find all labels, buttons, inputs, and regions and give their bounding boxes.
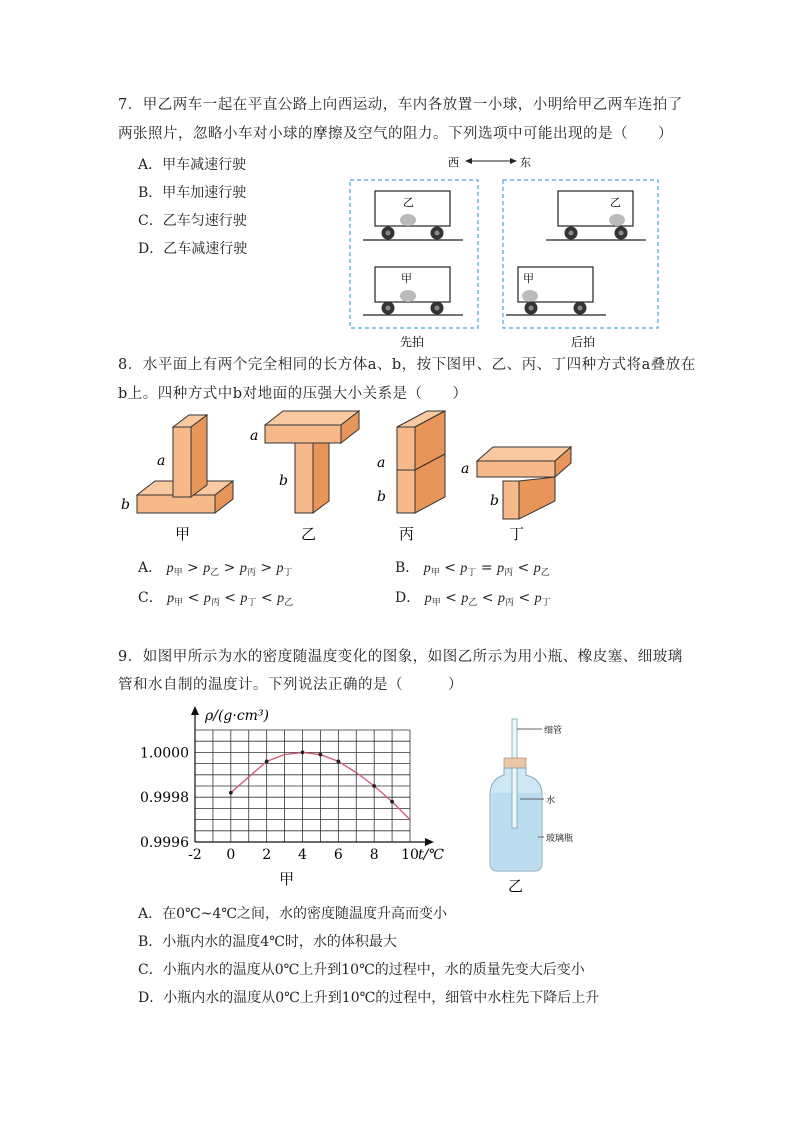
figure-ding [461,447,571,543]
q8-option-a: A． $p_甲 > p_乙 > p_丙 > p_丁$ [138,560,293,577]
arrow-head-west [465,158,472,164]
q8-option-b: B． $p_甲 < p_丁 = p_丙 < p_乙$ [395,560,550,577]
arrow-head-east [510,158,517,164]
x-tick-label: 2 [262,847,272,863]
svg-text:a: a [461,461,470,477]
car-yi-after [546,191,646,240]
q8-option-c: C． $p_甲 < p_丙 < p_丁 < p_乙$ [138,590,294,607]
x-axis-arrow [425,838,434,846]
q7-option-c: C．乙车匀速行驶 [138,213,247,229]
y-axis-arrow [191,706,199,715]
car-yi-before [363,191,463,240]
caption-before: 先拍 [400,335,425,349]
q8-block-figures [115,405,585,545]
bottle-caption: 乙 [508,877,524,895]
q7-option-b: B．甲车加速行驶 [138,185,247,201]
west-label: 西 [448,156,459,169]
y-axis-label: ρ/(g·cm³) [205,708,270,724]
car-jia-after [506,267,606,315]
svg-text:a: a [157,453,166,469]
svg-text:甲: 甲 [401,272,412,285]
data-point [319,753,323,757]
chart-caption: 甲 [279,870,295,888]
x-tick-label: 6 [333,847,343,863]
q7-option-d: D．乙车减速行驶 [138,241,248,257]
rubber-stopper [504,758,526,768]
data-point [265,759,269,763]
q9-stem-line2: 管和水自制的温度计。下列说法正确的是（ ） [118,677,463,693]
data-point [372,784,376,788]
svg-text:b: b [279,473,288,489]
svg-text:a: a [250,428,259,444]
svg-text:甲: 甲 [175,525,191,543]
q9-stem-line1: 9．如图甲所示为水的密度随温度变化的图象，如图乙所示为用小瓶、橡皮塞、细玻璃 [118,649,683,665]
q7-stem-line1: 7．甲乙两车一起在平直公路上向西运动，车内各放置一小球，小明给甲乙两车连拍了 [118,97,683,113]
svg-text:乙: 乙 [301,525,317,543]
q8-option-d: D． $p_甲 < p_乙 < p_丙 < p_丁$ [395,590,551,607]
svg-text:丙: 丙 [399,525,415,543]
y-tick-label: 0.9996 [140,835,189,851]
car-jia-before [363,267,463,315]
q9-option-a: A．在0℃~4℃之间，水的密度随温度升高而变小 [138,906,447,922]
y-tick-label: 0.9998 [140,790,189,807]
q7-stem-line2: 两张照片，忽略小车对小球的摩擦及空气的阻力。下列选项中可能出现的是（ ） [118,126,673,142]
x-tick-label: 10 [401,847,419,863]
figure-bing [377,411,445,543]
density-chart [140,700,445,890]
glass-label: 玻璃瓶 [546,834,574,844]
svg-text:乙: 乙 [610,196,621,209]
q8-stem-line1: 8．水平面上有两个完全相同的长方体a、b，按下图甲、乙、丙、丁四种方式将a叠放在 [118,357,696,373]
x-tick-label: 0 [226,847,236,863]
data-point [336,759,340,763]
q8-stem-line2: b上。四种方式中b对地面的压强大小关系是（ ） [118,386,468,402]
svg-text:乙: 乙 [403,196,414,209]
q7-car-figure [345,150,685,350]
east-label: 东 [520,156,531,169]
x-tick-label: 4 [298,847,307,863]
data-point [229,791,233,795]
svg-text:甲: 甲 [523,272,534,285]
data-point [390,800,394,804]
x-tick-label: 8 [369,847,379,863]
q9-option-c: C．小瓶内水的温度从0℃上升到10℃的过程中，水的质量先变大后变小 [138,962,585,978]
q7-option-a: A．甲车减速行驶 [138,157,247,173]
figure-yi [250,411,359,543]
tube-label: 细管 [544,726,563,736]
q9-bottle-thermometer [480,713,590,903]
q9-option-d: D．小瓶内水的温度从0℃上升到10℃的过程中，细管中水柱先下降后上升 [138,990,600,1006]
svg-text:b: b [121,497,130,513]
water-label: 水 [546,796,556,806]
svg-text:b: b [377,489,386,505]
y-tick-label: 1.0000 [140,745,189,762]
svg-text:丁: 丁 [509,525,525,543]
x-axis-label: t/℃ [418,847,445,863]
svg-text:a: a [377,455,386,471]
caption-after: 后拍 [571,335,596,349]
svg-text:b: b [490,493,499,509]
x-tick-label: -2 [188,847,202,863]
data-point [301,751,305,755]
figure-jia [121,415,233,543]
q9-option-b: B．小瓶内水的温度4℃时，水的体积最大 [138,934,397,950]
